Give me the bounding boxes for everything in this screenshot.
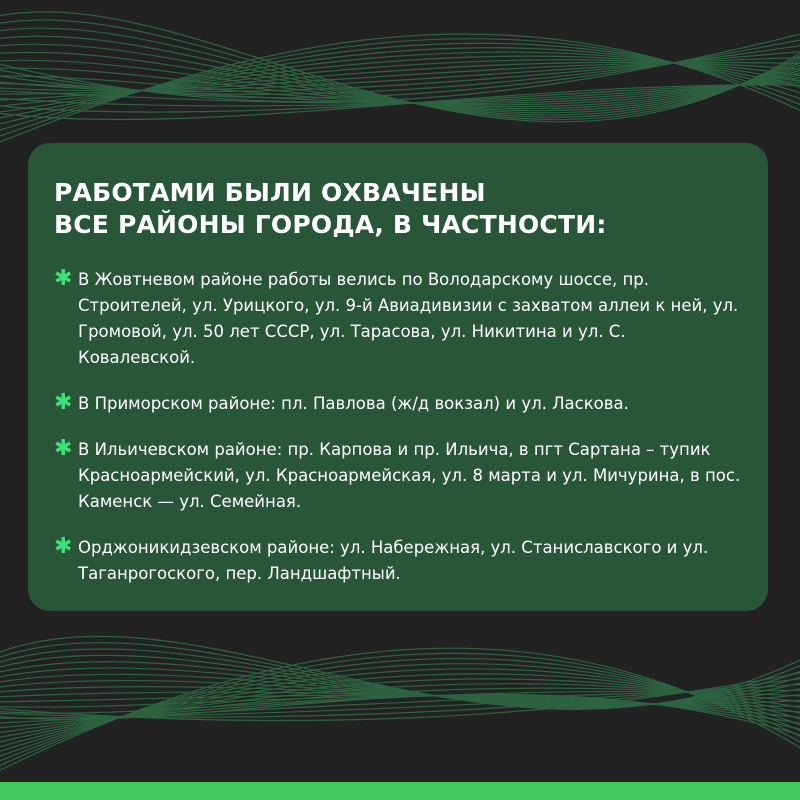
title-line-1: РАБОТАМИ БЫЛИ ОХВАЧЕНЫ xyxy=(54,178,486,207)
title-line-2: ВСЕ РАЙОНЫ ГОРОДА, В ЧАСТНОСТИ: xyxy=(54,210,607,239)
list-item xyxy=(54,535,744,587)
asterisk-icon: ✱ xyxy=(54,390,73,415)
list-item xyxy=(54,437,744,515)
wave-line xyxy=(0,659,800,769)
info-card xyxy=(28,143,768,611)
bottom-accent-bar xyxy=(0,782,800,800)
asterisk-icon: ✱ xyxy=(54,436,73,461)
list-item-text: В Ильичевском районе: пр. Карпова и пр. Ильича, в пгт Сартана – тупик Красноармейский, ул. Красноармейская, ул. 8 марта и ул. Мичурина, в пос. Каменск — ул. Семейная. xyxy=(78,440,741,511)
wave-line xyxy=(0,636,800,709)
wave-line xyxy=(0,643,800,709)
wave-line xyxy=(0,12,800,122)
district-list xyxy=(54,267,744,587)
asterisk-icon: ✱ xyxy=(54,534,73,559)
list-item-text: В Жовтневом районе работы велись по Володарскому шоссе, пр. Строителей, ул. Урицкого, ул. 9-й Авиадивизии с захватом аллеи к ней, ул. Громовой, ул. 50 лет СССР, ул. Тарасова, ул. Никитина и ул. С. Ковалевской. xyxy=(78,270,739,367)
list-item xyxy=(54,391,744,417)
asterisk-icon: ✱ xyxy=(54,266,73,291)
list-item-text: Орджоникидзевском районе: ул. Набережная, ул. Станиславского и ул. Таганрогоского, пер. Ландшафтный. xyxy=(78,538,709,583)
list-item xyxy=(54,267,744,371)
card-title xyxy=(54,177,744,241)
wave-line xyxy=(0,649,800,707)
list-item-text: В Приморском районе: пл. Павлова (ж/д вокзал) и ул. Ласкова. xyxy=(78,394,629,413)
